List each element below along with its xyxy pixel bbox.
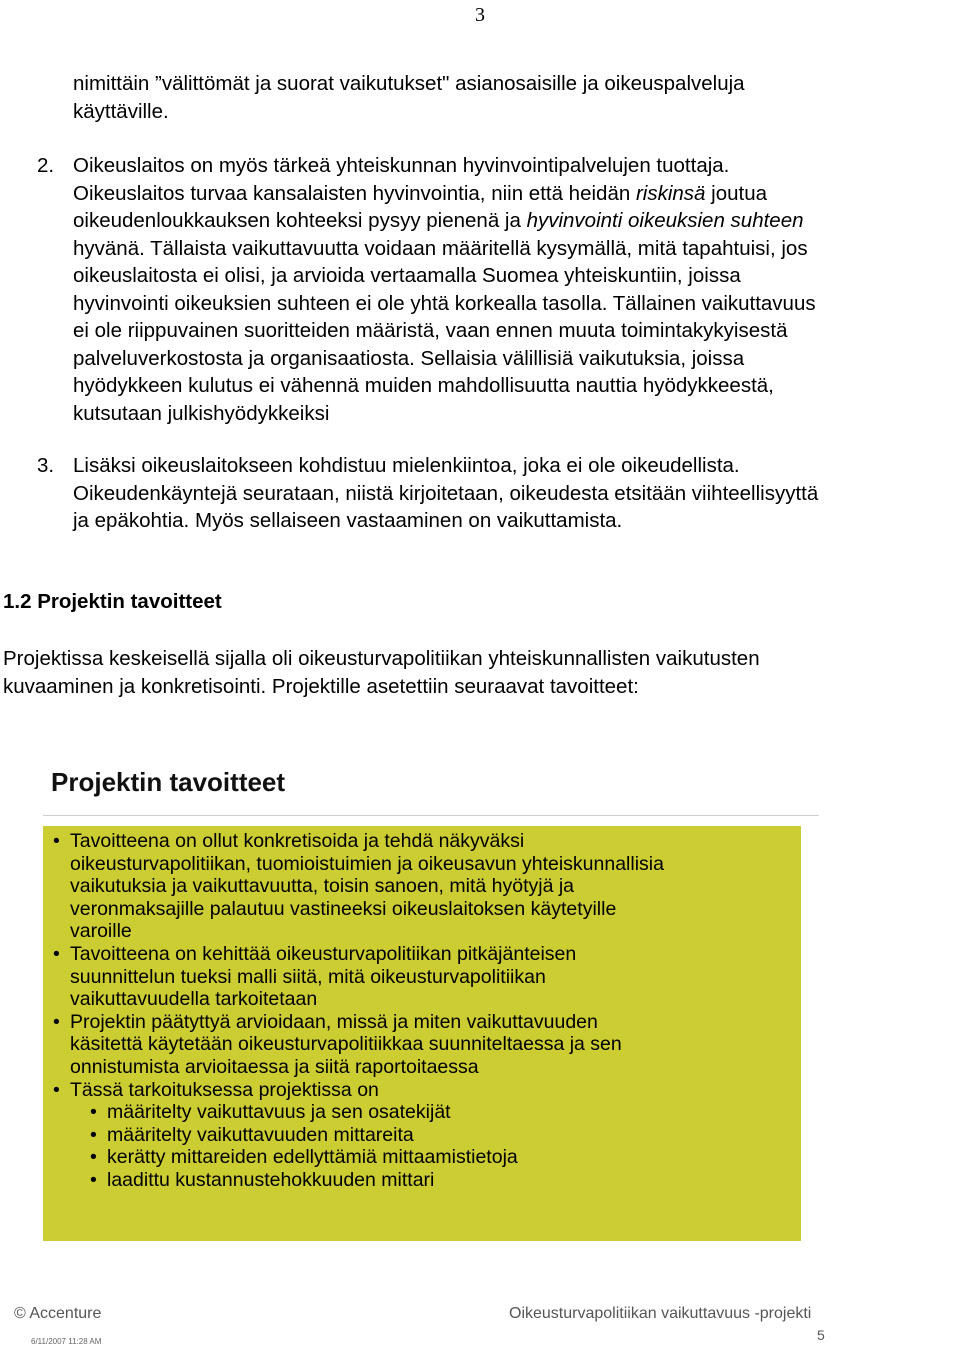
slide-bullet-line: oikeusturvapolitiikan, tuomioistuimien ja oikeusavun yhteiskunnallisia <box>70 852 664 875</box>
slide-bullet-line: • Tavoitteena on kehittää oikeusturvapolitiikan pitkäjänteisen <box>70 942 577 965</box>
page-number: 3 <box>475 4 485 26</box>
slide-bullet <box>53 830 795 943</box>
slide-bullet-line: suunnittelun tueksi malli siitä, mitä oikeusturvapolitiikan <box>70 965 546 988</box>
slide-bullet-line: vaikutuksia ja vaikuttavuutta, toisin sanoen, mitä hyötyjä ja <box>70 875 575 898</box>
footer-slide-number: 5 <box>817 1327 825 1343</box>
slide-bullet <box>53 1079 795 1102</box>
slide-sub-bullet <box>53 1146 795 1169</box>
slide-bullet-line: onnistumista arvioitaessa ja siitä raportoitaessa <box>70 1055 479 1078</box>
slide-sub-bullet <box>53 1169 795 1192</box>
slide-title: Projektin tavoitteet <box>51 767 286 797</box>
footer-date: 6/11/2007 11:28 AM <box>31 1337 102 1346</box>
slide-bullet-line: vaikuttavuudella tarkoitetaan <box>70 988 318 1011</box>
slide-divider <box>43 815 819 816</box>
section-heading: 1.2 Projektin tavoitteet <box>3 590 222 613</box>
slide-sub-bullet <box>53 1101 795 1124</box>
slide-bullet-line: • Projektin päätyttyä arvioidaan, missä ja miten vaikuttavuuden <box>70 1010 598 1033</box>
list-item-2: Oikeuslaitos on myös tärkeä yhteiskunnan hyvinvointipalvelujen tuottaja. Oikeuslaitos turvaa kansalaisten hyvinvointia, niin että heidän riskinsä joutua oikeudenloukkauksen kohteeksi pysyy pienenä ja hyvinvointi oikeuksien suhteen hyvänä. Tällaista vaikuttavuutta voidaan määritellä kysymällä, mitä tapahtuisi, jos oikeuslaitosta ei olisi, ja arvioida vertaamalla Suomea yhteiskuntiin, joissa hyvinvointi oikeuksien suhteen ei ole yhtä korkealla tasolla. Tällainen vaikuttavuus ei ole riippuvainen suoritteiden määristä, vaan ennen muuta toimintakykyisestä palveluverkostosta ja organisaatiosta. Sellaisia välillisiä vaikutuksia, joissa hyödykkeen kulutus ei vähennä muiden mahdollisuutta nauttia hyödykkeestä, kutsutaan julkishyödykkeiksi <box>73 154 816 425</box>
slide-bullet-line: veronmaksajille palautuu vastineeksi oikeuslaitoksen käytetyille <box>70 897 617 920</box>
slide-bullet-box <box>43 826 801 1241</box>
slide-bullet-line: • määritelty vaikuttavuuden mittareita <box>107 1123 414 1146</box>
list-item-3: Lisäksi oikeuslaitokseen kohdistuu mielenkiintoa, joka ei ole oikeudellista. Oikeudenkäyntejä seurataan, niistä kirjoitetaan, oikeudesta etsitään viihteellisyyttä ja epäkohtia. Myös sellaiseen vastaaminen on vaikuttamista. <box>73 454 819 532</box>
slide-bullet-line: • Tässä tarkoituksessa projektissa on <box>70 1078 379 1101</box>
list-number-2: 2. <box>37 154 55 177</box>
slide-bullet-line: käsitettä käytetään oikeusturvapolitiikkaa suunniteltaessa ja sen <box>70 1033 622 1056</box>
footer-copyright: © Accenture <box>14 1305 102 1322</box>
footer-project-name: Oikeusturvapolitiikan vaikuttavuus -projekti <box>509 1305 812 1322</box>
section-paragraph: Projektissa keskeisellä sijalla oli oikeusturvapolitiikan yhteiskunnallisten vaikutusten kuvaaminen ja konkretisointi. Projektille asetettiin seuraavat tavoitteet: <box>3 647 760 698</box>
slide-bullet-line: varoille <box>70 920 132 943</box>
slide-bullet-line: • kerätty mittareiden edellyttämiä mittaamistietoja <box>107 1146 518 1169</box>
slide-bullet-line: • Tavoitteena on ollut konkretisoida ja tehdä näkyväksi <box>70 830 525 852</box>
slide-bullet-line: • määritelty vaikuttavuus ja sen osatekijät <box>107 1101 451 1124</box>
slide-bullet <box>53 943 795 1011</box>
slide-bullet <box>53 1011 795 1079</box>
slide-sub-bullet <box>53 1124 795 1147</box>
intro-paragraph: nimittäin ”välittömät ja suorat vaikutukset" asianosaisille ja oikeuspalveluja käyttäville. <box>73 72 745 123</box>
slide-bullet-line: • laadittu kustannustehokkuuden mittari <box>107 1168 435 1191</box>
list-number-3: 3. <box>37 454 55 477</box>
